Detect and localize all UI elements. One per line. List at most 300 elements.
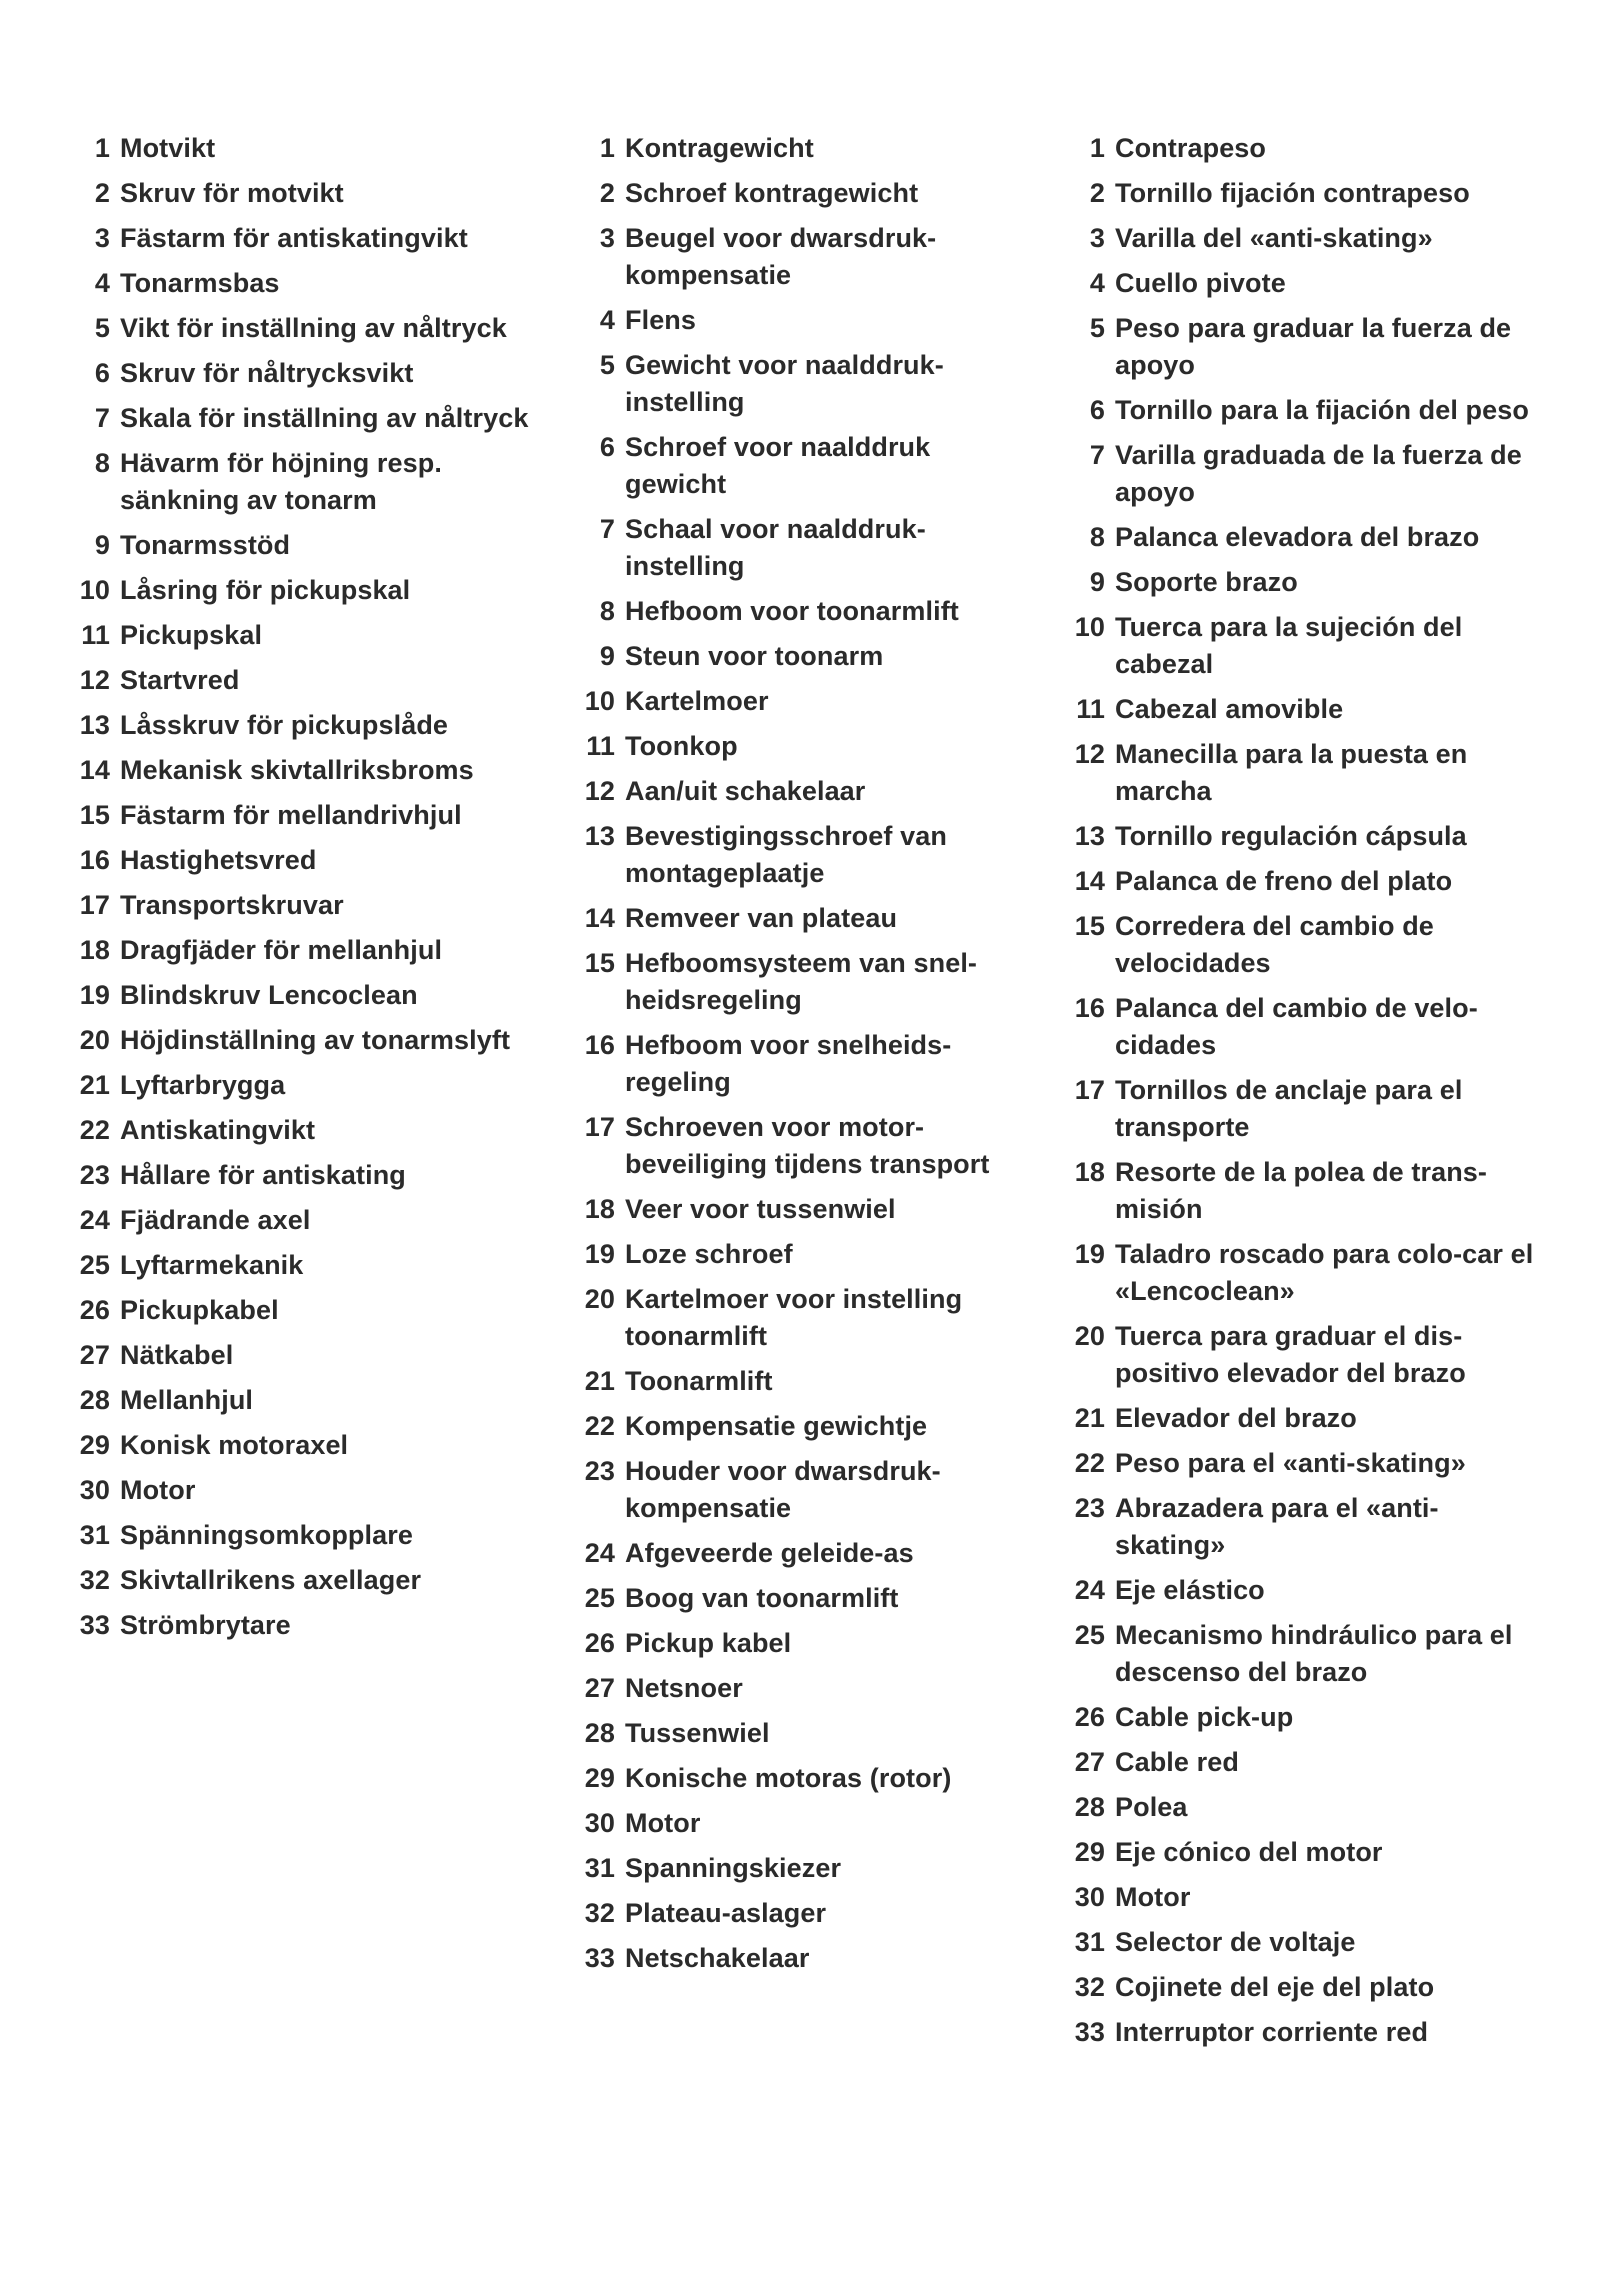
item-label: Manecilla para la puesta en marcha [1115, 739, 1468, 806]
item-label: Spänningsomkopplare [120, 1520, 413, 1550]
item-label: Palanca del cambio de velo-cidades [1115, 993, 1478, 1060]
list-item [1065, 990, 1535, 1064]
list-item [575, 1236, 1015, 1273]
list-item [575, 220, 1015, 294]
list-item [1065, 437, 1535, 511]
list-item [1065, 818, 1535, 855]
parts-list-swedish [70, 130, 550, 1652]
list-item [70, 977, 550, 1014]
item-number: 5 [599, 350, 615, 380]
list-item [1065, 1789, 1535, 1826]
item-number: 32 [584, 1898, 615, 1928]
item-number: 26 [79, 1295, 110, 1325]
list-item [70, 265, 550, 302]
item-number: 21 [584, 1366, 615, 1396]
item-number: 30 [584, 1808, 615, 1838]
list-item [575, 1281, 1015, 1355]
item-label: Kartelmoer voor instelling toonarmlift [625, 1284, 963, 1351]
item-label: Afgeveerde geleide-as [625, 1538, 914, 1568]
item-number: 20 [79, 1025, 110, 1055]
item-number: 9 [1089, 567, 1105, 597]
item-label: Remveer van plateau [625, 903, 898, 933]
list-item [575, 1580, 1015, 1617]
item-number: 11 [1076, 694, 1105, 724]
list-item [1065, 564, 1535, 601]
item-number: 23 [79, 1160, 110, 1190]
item-label: Hefboom voor snelheids-regeling [625, 1030, 952, 1097]
item-number: 9 [599, 641, 615, 671]
item-number: 12 [1074, 739, 1105, 769]
item-label: Kompensatie gewichtje [625, 1411, 928, 1441]
item-label: Fästarm för mellandrivhjul [120, 800, 462, 830]
item-number: 17 [584, 1112, 615, 1142]
list-item [575, 1453, 1015, 1527]
list-item [575, 593, 1015, 630]
list-item [575, 429, 1015, 503]
list-item [575, 1363, 1015, 1400]
list-item [70, 797, 550, 834]
item-number: 24 [79, 1205, 110, 1235]
list-item [70, 1292, 550, 1329]
list-item [1065, 1490, 1535, 1564]
item-label: Tuerca para graduar el dis-positivo elevador del brazo [1115, 1321, 1466, 1388]
list-item [70, 355, 550, 392]
item-label: Fästarm för antiskatingvikt [120, 223, 468, 253]
item-number: 8 [599, 596, 615, 626]
list-item [575, 728, 1015, 765]
item-label: Tussenwiel [625, 1718, 770, 1748]
list-item [70, 887, 550, 924]
item-label: Antiskatingvikt [120, 1115, 316, 1145]
item-label: Låsring för pickupskal [120, 575, 411, 605]
item-number: 12 [584, 776, 615, 806]
item-label: Motor [625, 1808, 701, 1838]
item-label: Polea [1115, 1792, 1188, 1822]
list-item [70, 175, 550, 212]
item-label: Blindskruv Lencoclean [120, 980, 418, 1010]
list-item [1065, 1072, 1535, 1146]
item-number: 3 [599, 223, 615, 253]
item-number: 6 [94, 358, 110, 388]
item-number: 19 [79, 980, 110, 1010]
item-number: 1 [1089, 133, 1105, 163]
item-number: 6 [599, 432, 615, 462]
item-number: 8 [94, 448, 110, 478]
list-item [575, 1027, 1015, 1101]
list-item [575, 1408, 1015, 1445]
list-item [70, 1247, 550, 1284]
list-item [1065, 220, 1535, 257]
item-label: Contrapeso [1115, 133, 1267, 163]
item-number: 14 [1074, 866, 1105, 896]
list-item [1065, 1879, 1535, 1916]
list-item [70, 1562, 550, 1599]
list-item [575, 175, 1015, 212]
item-label: Elevador del brazo [1115, 1403, 1357, 1433]
item-number: 25 [79, 1250, 110, 1280]
item-number: 19 [584, 1239, 615, 1269]
item-label: Cabezal amovible [1115, 694, 1344, 724]
list-item [1065, 1572, 1535, 1609]
item-label: Hastighetsvred [120, 845, 317, 875]
item-label: Beugel voor dwarsdruk-kompensatie [625, 223, 937, 290]
item-number: 9 [94, 530, 110, 560]
list-item [575, 347, 1015, 421]
item-number: 29 [1074, 1837, 1105, 1867]
item-number: 2 [1089, 178, 1105, 208]
item-number: 16 [79, 845, 110, 875]
item-label: Cable pick-up [1115, 1702, 1294, 1732]
item-number: 30 [1074, 1882, 1105, 1912]
item-label: Hävarm för höjning resp. sänkning av tonarm [120, 448, 442, 515]
item-number: 24 [584, 1538, 615, 1568]
item-number: 11 [81, 620, 110, 650]
item-label: Dragfjäder för mellanhjul [120, 935, 443, 965]
item-label: Schroef kontragewicht [625, 178, 919, 208]
item-number: 25 [584, 1583, 615, 1613]
list-item [70, 445, 550, 519]
item-label: Mekanisk skivtallriksbroms [120, 755, 474, 785]
item-number: 23 [1074, 1493, 1105, 1523]
item-number: 22 [1074, 1448, 1105, 1478]
item-number: 7 [599, 514, 615, 544]
item-number: 20 [1074, 1321, 1105, 1351]
item-label: Taladro roscado para colo-car el «Lencoclean» [1115, 1239, 1534, 1306]
item-number: 18 [584, 1194, 615, 1224]
parts-list-spanish [1065, 130, 1535, 2059]
item-label: Konisk motoraxel [120, 1430, 349, 1460]
item-number: 24 [1074, 1575, 1105, 1605]
item-label: Steun voor toonarm [625, 641, 884, 671]
parts-list-dutch [575, 130, 1015, 1985]
item-label: Skruv för motvikt [120, 178, 344, 208]
item-label: Soporte brazo [1115, 567, 1298, 597]
list-item [70, 1427, 550, 1464]
list-item [575, 1191, 1015, 1228]
item-label: Toonarmlift [625, 1366, 773, 1396]
item-label: Tuerca para la sujeción del cabezal [1115, 612, 1463, 679]
item-number: 30 [79, 1475, 110, 1505]
item-number: 15 [584, 948, 615, 978]
item-label: Cuello pivote [1115, 268, 1286, 298]
list-item [70, 707, 550, 744]
list-item [1065, 392, 1535, 429]
list-item [70, 752, 550, 789]
item-number: 13 [79, 710, 110, 740]
list-item [70, 662, 550, 699]
item-label: Kontragewicht [625, 133, 814, 163]
item-label: Nätkabel [120, 1340, 234, 1370]
item-number: 10 [79, 575, 110, 605]
item-number: 10 [1074, 612, 1105, 642]
item-label: Skruv för nåltrycksvikt [120, 358, 414, 388]
item-label: Kartelmoer [625, 686, 769, 716]
list-item [575, 1895, 1015, 1932]
item-number: 13 [584, 821, 615, 851]
item-label: Motor [1115, 1882, 1191, 1912]
item-number: 26 [1074, 1702, 1105, 1732]
item-number: 14 [79, 755, 110, 785]
item-label: Loze schroef [625, 1239, 793, 1269]
item-number: 27 [1074, 1747, 1105, 1777]
item-number: 3 [94, 223, 110, 253]
item-label: Veer voor tussenwiel [625, 1194, 896, 1224]
list-item [575, 1109, 1015, 1183]
list-item [1065, 609, 1535, 683]
item-label: Boog van toonarmlift [625, 1583, 899, 1613]
list-item [1065, 175, 1535, 212]
item-number: 4 [599, 305, 615, 335]
list-item [575, 1805, 1015, 1842]
item-number: 32 [1074, 1972, 1105, 2002]
item-number: 16 [584, 1030, 615, 1060]
item-label: Låsskruv för pickupslåde [120, 710, 449, 740]
item-number: 33 [584, 1943, 615, 1973]
item-number: 15 [79, 800, 110, 830]
item-label: Cojinete del eje del plato [1115, 1972, 1435, 2002]
item-label: Eje elástico [1115, 1575, 1265, 1605]
item-label: Corredera del cambio de velocidades [1115, 911, 1434, 978]
list-item [575, 1670, 1015, 1707]
list-item [70, 1157, 550, 1194]
item-label: Fjädrande axel [120, 1205, 311, 1235]
list-item [70, 527, 550, 564]
item-label: Schroef voor naalddruk gewicht [625, 432, 931, 499]
list-item [70, 1607, 550, 1644]
list-item [70, 220, 550, 257]
item-label: Palanca de freno del plato [1115, 866, 1453, 896]
list-item [575, 1850, 1015, 1887]
list-item [70, 1112, 550, 1149]
item-label: Cable red [1115, 1747, 1239, 1777]
item-number: 27 [584, 1673, 615, 1703]
list-item [70, 130, 550, 167]
list-item [70, 1022, 550, 1059]
item-number: 25 [1074, 1620, 1105, 1650]
item-label: Aan/uit schakelaar [625, 776, 866, 806]
list-item [70, 932, 550, 969]
item-label: Schaal voor naalddruk-instelling [625, 514, 926, 581]
list-item [70, 400, 550, 437]
item-label: Abrazadera para el «anti-skating» [1115, 1493, 1439, 1560]
list-item [1065, 1969, 1535, 2006]
item-label: Höjdinställning av tonarmslyft [120, 1025, 511, 1055]
item-label: Hållare för antiskating [120, 1160, 406, 1190]
list-item [1065, 736, 1535, 810]
item-label: Lyftarmekanik [120, 1250, 304, 1280]
item-number: 18 [79, 935, 110, 965]
item-label: Peso para el «anti-skating» [1115, 1448, 1466, 1478]
item-number: 31 [79, 1520, 110, 1550]
item-number: 17 [79, 890, 110, 920]
list-item [1065, 265, 1535, 302]
item-label: Peso para graduar la fuerza de apoyo [1115, 313, 1512, 380]
list-item [575, 1625, 1015, 1662]
list-item [1065, 1924, 1535, 1961]
item-label: Schroeven voor motor-beveiliging tijdens transport [625, 1112, 990, 1179]
item-number: 6 [1089, 395, 1105, 425]
item-label: Lyftarbrygga [120, 1070, 286, 1100]
list-item [70, 310, 550, 347]
item-label: Strömbrytare [120, 1610, 291, 1640]
list-item [70, 617, 550, 654]
item-label: Transportskruvar [120, 890, 344, 920]
item-number: 18 [1074, 1157, 1105, 1187]
list-item [1065, 1236, 1535, 1310]
item-label: Eje cónico del motor [1115, 1837, 1383, 1867]
item-label: Palanca elevadora del brazo [1115, 522, 1480, 552]
item-number: 4 [94, 268, 110, 298]
item-label: Selector de voltaje [1115, 1927, 1356, 1957]
item-label: Netsnoer [625, 1673, 743, 1703]
list-item [575, 945, 1015, 1019]
item-number: 22 [79, 1115, 110, 1145]
item-number: 29 [584, 1763, 615, 1793]
item-number: 21 [1074, 1403, 1105, 1433]
list-item [70, 1472, 550, 1509]
item-label: Konische motoras (rotor) [625, 1763, 952, 1793]
list-item [1065, 691, 1535, 728]
list-item [70, 1202, 550, 1239]
item-label: Houder voor dwarsdruk-kompensatie [625, 1456, 941, 1523]
item-number: 2 [94, 178, 110, 208]
item-number: 28 [584, 1718, 615, 1748]
item-label: Tornillo fijación contrapeso [1115, 178, 1470, 208]
item-number: 22 [584, 1411, 615, 1441]
item-label: Pickupskal [120, 620, 263, 650]
item-number: 28 [1074, 1792, 1105, 1822]
list-item [1065, 1699, 1535, 1736]
item-number: 33 [1074, 2017, 1105, 2047]
item-number: 2 [599, 178, 615, 208]
item-label: Spanningskiezer [625, 1853, 842, 1883]
list-item [70, 1067, 550, 1104]
list-item [575, 302, 1015, 339]
item-number: 17 [1074, 1075, 1105, 1105]
item-label: Resorte de la polea de trans-misión [1115, 1157, 1488, 1224]
list-item [575, 511, 1015, 585]
item-label: Hefboomsysteem van snel-heidsregeling [625, 948, 978, 1015]
item-label: Startvred [120, 665, 240, 695]
item-label: Skivtallrikens axellager [120, 1565, 422, 1595]
item-label: Motvikt [120, 133, 216, 163]
list-item [1065, 310, 1535, 384]
list-item [70, 1382, 550, 1419]
item-number: 33 [79, 1610, 110, 1640]
item-label: Bevestigingsschroef van montageplaatje [625, 821, 947, 888]
item-label: Gewicht voor naalddruk-instelling [625, 350, 944, 417]
item-label: Pickup kabel [625, 1628, 792, 1658]
list-item [70, 842, 550, 879]
list-item [1065, 908, 1535, 982]
list-item [1065, 2014, 1535, 2051]
item-number: 7 [1089, 440, 1105, 470]
item-number: 11 [586, 731, 615, 761]
item-label: Toonkop [625, 731, 738, 761]
list-item [575, 1760, 1015, 1797]
item-number: 27 [79, 1340, 110, 1370]
list-item [1065, 863, 1535, 900]
item-number: 10 [584, 686, 615, 716]
item-label: Netschakelaar [625, 1943, 810, 1973]
item-number: 28 [79, 1385, 110, 1415]
list-item [575, 683, 1015, 720]
list-item [575, 900, 1015, 937]
item-label: Motor [120, 1475, 196, 1505]
item-number: 21 [79, 1070, 110, 1100]
item-number: 16 [1074, 993, 1105, 1023]
list-item [70, 572, 550, 609]
list-item [1065, 1154, 1535, 1228]
item-label: Mecanismo hindráulico para el descenso del brazo [1115, 1620, 1513, 1687]
item-label: Tornillos de anclaje para el transporte [1115, 1075, 1463, 1142]
list-item [575, 773, 1015, 810]
item-number: 5 [94, 313, 110, 343]
item-label: Vikt för inställning av nåltryck [120, 313, 507, 343]
item-label: Skala för inställning av nåltryck [120, 403, 529, 433]
item-number: 7 [94, 403, 110, 433]
item-number: 3 [1089, 223, 1105, 253]
list-item [1065, 519, 1535, 556]
list-item [1065, 1400, 1535, 1437]
item-label: Varilla del «anti-skating» [1115, 223, 1433, 253]
list-item [575, 818, 1015, 892]
list-item [575, 1715, 1015, 1752]
item-label: Varilla graduada de la fuerza de apoyo [1115, 440, 1522, 507]
item-number: 19 [1074, 1239, 1105, 1269]
item-number: 1 [94, 133, 110, 163]
item-number: 14 [584, 903, 615, 933]
item-label: Flens [625, 305, 697, 335]
list-item [575, 130, 1015, 167]
list-item [575, 1940, 1015, 1977]
item-number: 8 [1089, 522, 1105, 552]
item-label: Tornillo regulación cápsula [1115, 821, 1467, 851]
item-label: Pickupkabel [120, 1295, 279, 1325]
list-item [70, 1517, 550, 1554]
list-item [70, 1337, 550, 1374]
item-number: 31 [584, 1853, 615, 1883]
item-number: 32 [79, 1565, 110, 1595]
item-number: 5 [1089, 313, 1105, 343]
item-number: 1 [599, 133, 615, 163]
list-item [1065, 1617, 1535, 1691]
item-label: Tornillo para la fijación del peso [1115, 395, 1529, 425]
list-item [1065, 1318, 1535, 1392]
list-item [575, 1535, 1015, 1572]
item-number: 12 [79, 665, 110, 695]
item-number: 29 [79, 1430, 110, 1460]
item-number: 20 [584, 1284, 615, 1314]
list-item [1065, 130, 1535, 167]
item-number: 4 [1089, 268, 1105, 298]
list-item [575, 638, 1015, 675]
list-item [1065, 1445, 1535, 1482]
item-number: 13 [1074, 821, 1105, 851]
item-number: 23 [584, 1456, 615, 1486]
item-label: Tonarmsbas [120, 268, 280, 298]
item-label: Hefboom voor toonarmlift [625, 596, 959, 626]
item-label: Tonarmsstöd [120, 530, 291, 560]
item-label: Mellanhjul [120, 1385, 254, 1415]
item-number: 31 [1074, 1927, 1105, 1957]
list-item [1065, 1834, 1535, 1871]
item-label: Plateau-aslager [625, 1898, 827, 1928]
item-number: 15 [1074, 911, 1105, 941]
item-number: 26 [584, 1628, 615, 1658]
item-label: Interruptor corriente red [1115, 2017, 1429, 2047]
list-item [1065, 1744, 1535, 1781]
